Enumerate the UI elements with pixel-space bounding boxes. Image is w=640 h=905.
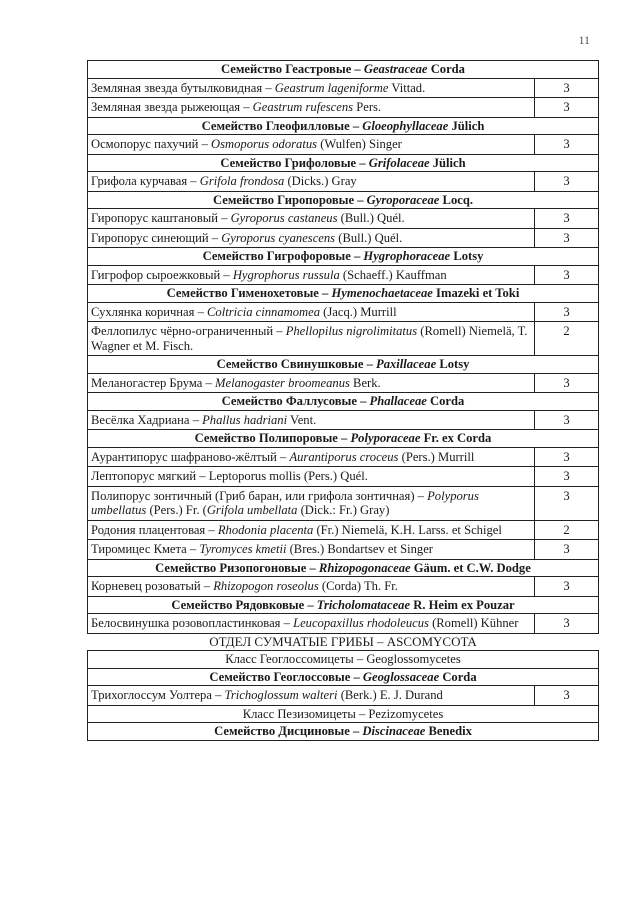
species-author: (Wulfen) Singer — [320, 137, 402, 151]
family-author: Corda — [442, 669, 477, 684]
species-name-cell: Гиропорус каштановый – Gyroporus castaneus (Bull.) Quél. — [88, 209, 535, 229]
status-category-cell: 3 — [534, 209, 598, 229]
species-name-cell: Сухлянка коричная – Coltricia cinnamomea (Jacq.) Murrill — [88, 302, 535, 322]
species-name-lat: Leucopaxillus rhodoleucus — [293, 616, 429, 630]
species-name-ru: Грифола курчавая — [91, 174, 188, 188]
class-row — [88, 651, 599, 669]
species-row — [88, 78, 599, 98]
status-category-cell: 3 — [534, 228, 598, 248]
family-cell: Семейство Ризопогоновые – Rhizopogonaceae Gäum. et C.W. Dodge — [88, 559, 599, 577]
family-name-ru: Семейство Геоглоссовые — [209, 669, 351, 684]
family-header-row — [88, 668, 599, 686]
division-row — [88, 633, 599, 651]
species-name-ru: Феллопилус чёрно-ограниченный — [91, 324, 274, 338]
family-author: Imazeki et Toki — [436, 286, 520, 300]
family-cell: Семейство Геоглоссовые – Geoglossaceae Corda — [88, 668, 599, 686]
family-author: Fr. ex Corda — [423, 431, 492, 445]
species-author: (Romell) Niemelä, T. Wagner et M. Fisch. — [91, 324, 528, 353]
family-name-ru: Семейство Гигрофоровые — [202, 249, 351, 263]
family-author: Locq. — [442, 192, 473, 207]
family-name-ru: Семейство Рядовковые — [171, 597, 305, 612]
species-name-cell: Корневец розоватый – Rhizopogon roseolus (Corda) Th. Fr. — [88, 577, 535, 597]
species-name-ru: Меланогастер Брума — [91, 375, 203, 390]
family-author: Corda — [430, 394, 465, 408]
family-cell: Семейство Глеофилловые – Gloeophyllaceae Jülich — [88, 117, 599, 135]
family-header-row — [88, 559, 599, 577]
species-name-lat: Gyroporus cyanescens — [221, 230, 336, 245]
species-name-ru: Трихоглоссум Уолтера — [91, 688, 212, 702]
species-name-cell: Тиромицес Кмета – Tyromyces kmetii (Bres.) Bondartsev et Singer — [88, 540, 535, 560]
status-category-cell: 3 — [534, 265, 598, 285]
status-category-cell: 3 — [534, 467, 598, 487]
family-name-lat: Polyporaceae — [350, 431, 421, 445]
family-cell: Семейство Грифоловые – Grifolaceae Jülich — [88, 154, 599, 172]
species-author: (Bull.) Quél. — [340, 211, 405, 225]
species-name-cell: Трихоглоссум Уолтера – Trichoglossum walteri (Berk.) E. J. Durand — [88, 686, 535, 706]
species-author: (Berk.) E. J. Durand — [340, 688, 443, 702]
species-name-cell: Осмопорус пахучий – Osmoporus odoratus (Wulfen) Singer — [88, 135, 535, 155]
species-name-lat: Polyporus umbellatus — [91, 488, 479, 517]
family-name-lat: Gyroporaceae — [366, 192, 440, 207]
family-name-lat: Geoglossaceae — [362, 669, 440, 684]
status-category-cell: 3 — [534, 78, 598, 98]
family-name-ru: Семейство Фаллусовые — [221, 394, 357, 408]
family-name-lat: Grifolaceae — [368, 155, 430, 170]
species-name-ru: Земляная звезда рыжеющая — [91, 100, 241, 114]
family-name-lat: Gloeophyllaceae — [362, 118, 449, 133]
species-name-lat: Osmoporus odoratus — [211, 137, 318, 151]
family-author: Gäum. et C.W. Dodge — [413, 560, 531, 575]
family-name-ru: Семейство Глеофилловые — [201, 118, 350, 133]
species-name-cell: Лептопорус мягкий – Leptoporus mollis (Pers.) Quél. — [88, 467, 535, 487]
species-row — [88, 486, 599, 520]
species-row — [88, 614, 599, 634]
family-author: Jülich — [451, 118, 485, 133]
family-cell: Семейство Гигрофоровые – Hygrophoraceae Lotsy — [88, 248, 599, 266]
species-name-ru: Весёлка Хадриана — [91, 412, 190, 427]
family-name-ru: Семейство Геастровые — [221, 62, 352, 76]
species-name-lat: Grifola frondosa — [199, 174, 285, 188]
species-author: (Schaeff.) Kauffman — [342, 267, 447, 282]
species-row — [88, 410, 599, 430]
class-title: Класс Геоглоссомицеты – Geoglossomycetes — [225, 652, 461, 666]
family-name-lat: Tricholomataceae — [316, 597, 411, 612]
species-author: (Bres.) Bondartsev et Singer — [289, 542, 434, 556]
family-header-row — [88, 723, 599, 741]
species-name-cell: Меланогастер Брума – Melanogaster broomeanus Berk. — [88, 373, 535, 393]
species-name-lat: Geastrum rufescens — [252, 100, 354, 114]
family-header-row — [88, 154, 599, 172]
species-name-cell: Родония плацентовая – Rhodonia placenta (Fr.) Niemelä, K.H. Larss. et Schigel — [88, 520, 535, 540]
species-name-ru: Аурантипорус шафраново-жёлтый — [91, 449, 277, 464]
family-header-row — [88, 356, 599, 374]
species-row — [88, 135, 599, 155]
family-name-lat: Hygrophoraceae — [363, 249, 451, 263]
family-cell: Семейство Рядовковые – Tricholomataceae R. Heim ex Pouzar — [88, 596, 599, 614]
species-name-lat: Aurantiporus croceus — [289, 449, 399, 464]
species-name-lat: Hygrophorus russula — [232, 267, 340, 282]
family-name-lat: Hymenochaetaceae — [331, 286, 433, 300]
species-author: Pers. — [356, 100, 382, 114]
species-name-cell: Земляная звезда бутылковидная – Geastrum lageniforme Vittad. — [88, 78, 535, 98]
species-author: (Pers.) Fr. — [149, 503, 200, 517]
family-cell: Семейство Свинушковые – Paxillaceae Lotsy — [88, 356, 599, 374]
family-header-row — [88, 430, 599, 448]
family-cell: Семейство Геастровые – Geastraceae Corda — [88, 61, 599, 79]
species-name-ru: Сухлянка коричная — [91, 304, 195, 319]
species-author: (Jacq.) Murrill — [323, 304, 397, 319]
species-row — [88, 447, 599, 467]
status-category-cell: 3 — [534, 98, 598, 118]
species-row — [88, 577, 599, 597]
family-name-lat: Phallaceae — [369, 394, 427, 408]
species-name-ru: Корневец розоватый — [91, 579, 201, 593]
family-name-ru: Семейство Гименохетовые — [166, 286, 319, 300]
species-name-lat: Phellopilus nigrolimitatus — [285, 324, 418, 338]
species-name-ru: Гигрофор сыроежковый — [91, 267, 221, 282]
species-row — [88, 98, 599, 118]
species-name-cell: Весёлка Хадриана – Phallus hadriani Vent. — [88, 410, 535, 430]
status-category-cell: 3 — [534, 577, 598, 597]
division-title: ОТДЕЛ СУМЧАТЫЕ ГРИБЫ – ASCOMYCOTA — [209, 633, 477, 649]
family-name-ru: Семейство Полипоровые — [194, 431, 338, 445]
species-name-cell: Аурантипорус шафраново-жёлтый – Aurantiporus croceus (Pers.) Murrill — [88, 447, 535, 467]
species-synonym-author: (Dick.: Fr.) Gray — [300, 503, 386, 517]
page-number: 11 — [578, 33, 590, 47]
species-name-lat: Tyromyces kmetii — [199, 542, 287, 556]
species-name-lat: Rhodonia placenta — [217, 522, 314, 537]
species-name-lat: Gyroporus castaneus — [230, 211, 338, 225]
species-name-ru: Гиропорус синеющий — [91, 230, 209, 245]
species-row — [88, 172, 599, 192]
family-header-row — [88, 191, 599, 209]
family-header-row — [88, 248, 599, 266]
species-row — [88, 322, 599, 356]
family-cell: Семейство Гименохетовые – Hymenochaetaceae Imazeki et Toki — [88, 285, 599, 303]
family-header-row — [88, 285, 599, 303]
family-header-row — [88, 596, 599, 614]
family-name-lat: Discinaceae — [362, 724, 426, 738]
species-row — [88, 265, 599, 285]
family-name-lat: Rhizopogonaceae — [318, 560, 411, 575]
species-author: (Pers.) Murrill — [401, 449, 475, 464]
family-name-ru: Семейство Свинушковые — [216, 357, 364, 371]
species-row — [88, 302, 599, 322]
family-cell: Семейство Гиропоровые – Gyroporaceae Locq. — [88, 191, 599, 209]
family-cell: Семейство Дисциновые – Discinaceae Benedix — [88, 723, 599, 741]
species-row — [88, 467, 599, 487]
family-author: Corda — [430, 62, 465, 76]
family-cell: Семейство Полипоровые – Polyporaceae Fr. ex Corda — [88, 430, 599, 448]
status-category-cell: 3 — [534, 540, 598, 560]
species-author: (Fr.) Niemelä, K.H. Larss. et Schigel — [316, 522, 502, 537]
species-name-lat: Melanogaster broomeanus — [214, 375, 350, 390]
species-row — [88, 228, 599, 248]
status-category-cell: 3 — [534, 135, 598, 155]
family-name-ru: Семейство Ризопогоновые — [155, 560, 307, 575]
species-name-ru: Земляная звезда бутылковидная — [91, 80, 263, 95]
species-author: Leptoporus mollis (Pers.) Quél. — [208, 469, 368, 483]
status-category-cell: 2 — [534, 520, 598, 540]
class-row — [88, 705, 599, 723]
species-name-cell: Грифола курчавая – Grifola frondosa (Dicks.) Gray — [88, 172, 535, 192]
species-name-ru: Лептопорус мягкий — [91, 469, 197, 483]
species-row — [88, 373, 599, 393]
species-name-cell: Белосвинушка розовопластинковая – Leucopaxillus rhodoleucus (Romell) Kühner — [88, 614, 535, 634]
family-name-lat: Paxillaceae — [376, 357, 437, 371]
family-header-row — [88, 61, 599, 79]
species-name-cell: Полипорус зонтичный (Гриб баран, или грифола зонтичная) – Polyporus umbellatus (Pers.) Fr. (Grifola umbellata (Dick.: Fr.) Gray) — [88, 486, 535, 520]
species-name-ru: Тиромицес Кмета — [91, 542, 187, 556]
species-name-cell: Гиропорус синеющий – Gyroporus cyanescens (Bull.) Quél. — [88, 228, 535, 248]
family-name-ru: Семейство Гиропоровые — [212, 192, 355, 207]
species-row — [88, 209, 599, 229]
status-category-cell: 2 — [534, 322, 598, 356]
family-header-row — [88, 117, 599, 135]
status-category-cell: 3 — [534, 172, 598, 192]
species-name-lat: Coltricia cinnamomea — [207, 304, 321, 319]
species-author: Vent. — [290, 412, 317, 427]
class-title: Класс Пезизомицеты – Pezizomycetes — [242, 706, 444, 721]
status-category-cell: 3 — [534, 373, 598, 393]
family-cell: Семейство Фаллусовые – Phallaceae Corda — [88, 393, 599, 411]
family-author: Benedix — [428, 724, 472, 738]
species-name-lat: Rhizopogon roseolus — [213, 579, 319, 593]
species-table — [87, 60, 599, 741]
family-author: R. Heim ex Pouzar — [413, 597, 515, 612]
species-name-ru: Белосвинушка розовопластинковая — [91, 616, 281, 630]
species-name-ru: Полипорус зонтичный (Гриб баран, или грифола зонтичная) — [91, 488, 415, 503]
species-author: Vittad. — [391, 80, 426, 95]
family-name-lat: Geastraceae — [363, 62, 428, 76]
species-author: (Dicks.) Gray — [287, 174, 357, 188]
status-category-cell: 3 — [534, 302, 598, 322]
species-name-ru: Родония плацентовая — [91, 522, 206, 537]
family-name-ru: Семейство Дисциновые — [214, 724, 350, 738]
species-author: Berk. — [353, 375, 381, 390]
species-name-lat: Trichoglossum walteri — [224, 688, 338, 702]
status-category-cell: 3 — [534, 447, 598, 467]
species-name-lat: Geastrum lageniforme — [274, 80, 389, 95]
species-name-cell: Феллопилус чёрно-ограниченный – Phellopilus nigrolimitatus (Romell) Niemelä, T. Wagner et M. Fisch. — [88, 322, 535, 356]
family-author: Lotsy — [439, 357, 470, 371]
family-name-ru: Семейство Грифоловые — [220, 155, 357, 170]
status-category-cell: 3 — [534, 486, 598, 520]
species-row — [88, 686, 599, 706]
species-name-ru: Осмопорус пахучий — [91, 137, 199, 151]
species-name-cell: Гигрофор сыроежковый – Hygrophorus russula (Schaeff.) Kauffman — [88, 265, 535, 285]
status-category-cell: 3 — [534, 614, 598, 634]
family-header-row — [88, 393, 599, 411]
species-row — [88, 520, 599, 540]
species-author: (Romell) Kühner — [432, 616, 519, 630]
status-category-cell: 3 — [534, 410, 598, 430]
species-name-lat: Phallus hadriani — [202, 412, 288, 427]
species-author: (Corda) Th. Fr. — [321, 579, 398, 593]
species-row — [88, 540, 599, 560]
status-category-cell: 3 — [534, 686, 598, 706]
family-author: Lotsy — [453, 249, 484, 263]
species-author: (Bull.) Quél. — [338, 230, 403, 245]
species-synonym-lat: Grifola umbellata — [206, 503, 298, 517]
species-name-ru: Гиропорус каштановый — [91, 211, 218, 225]
species-name-cell: Земляная звезда рыжеющая – Geastrum rufescens Pers. — [88, 98, 535, 118]
family-author: Jülich — [432, 155, 466, 170]
